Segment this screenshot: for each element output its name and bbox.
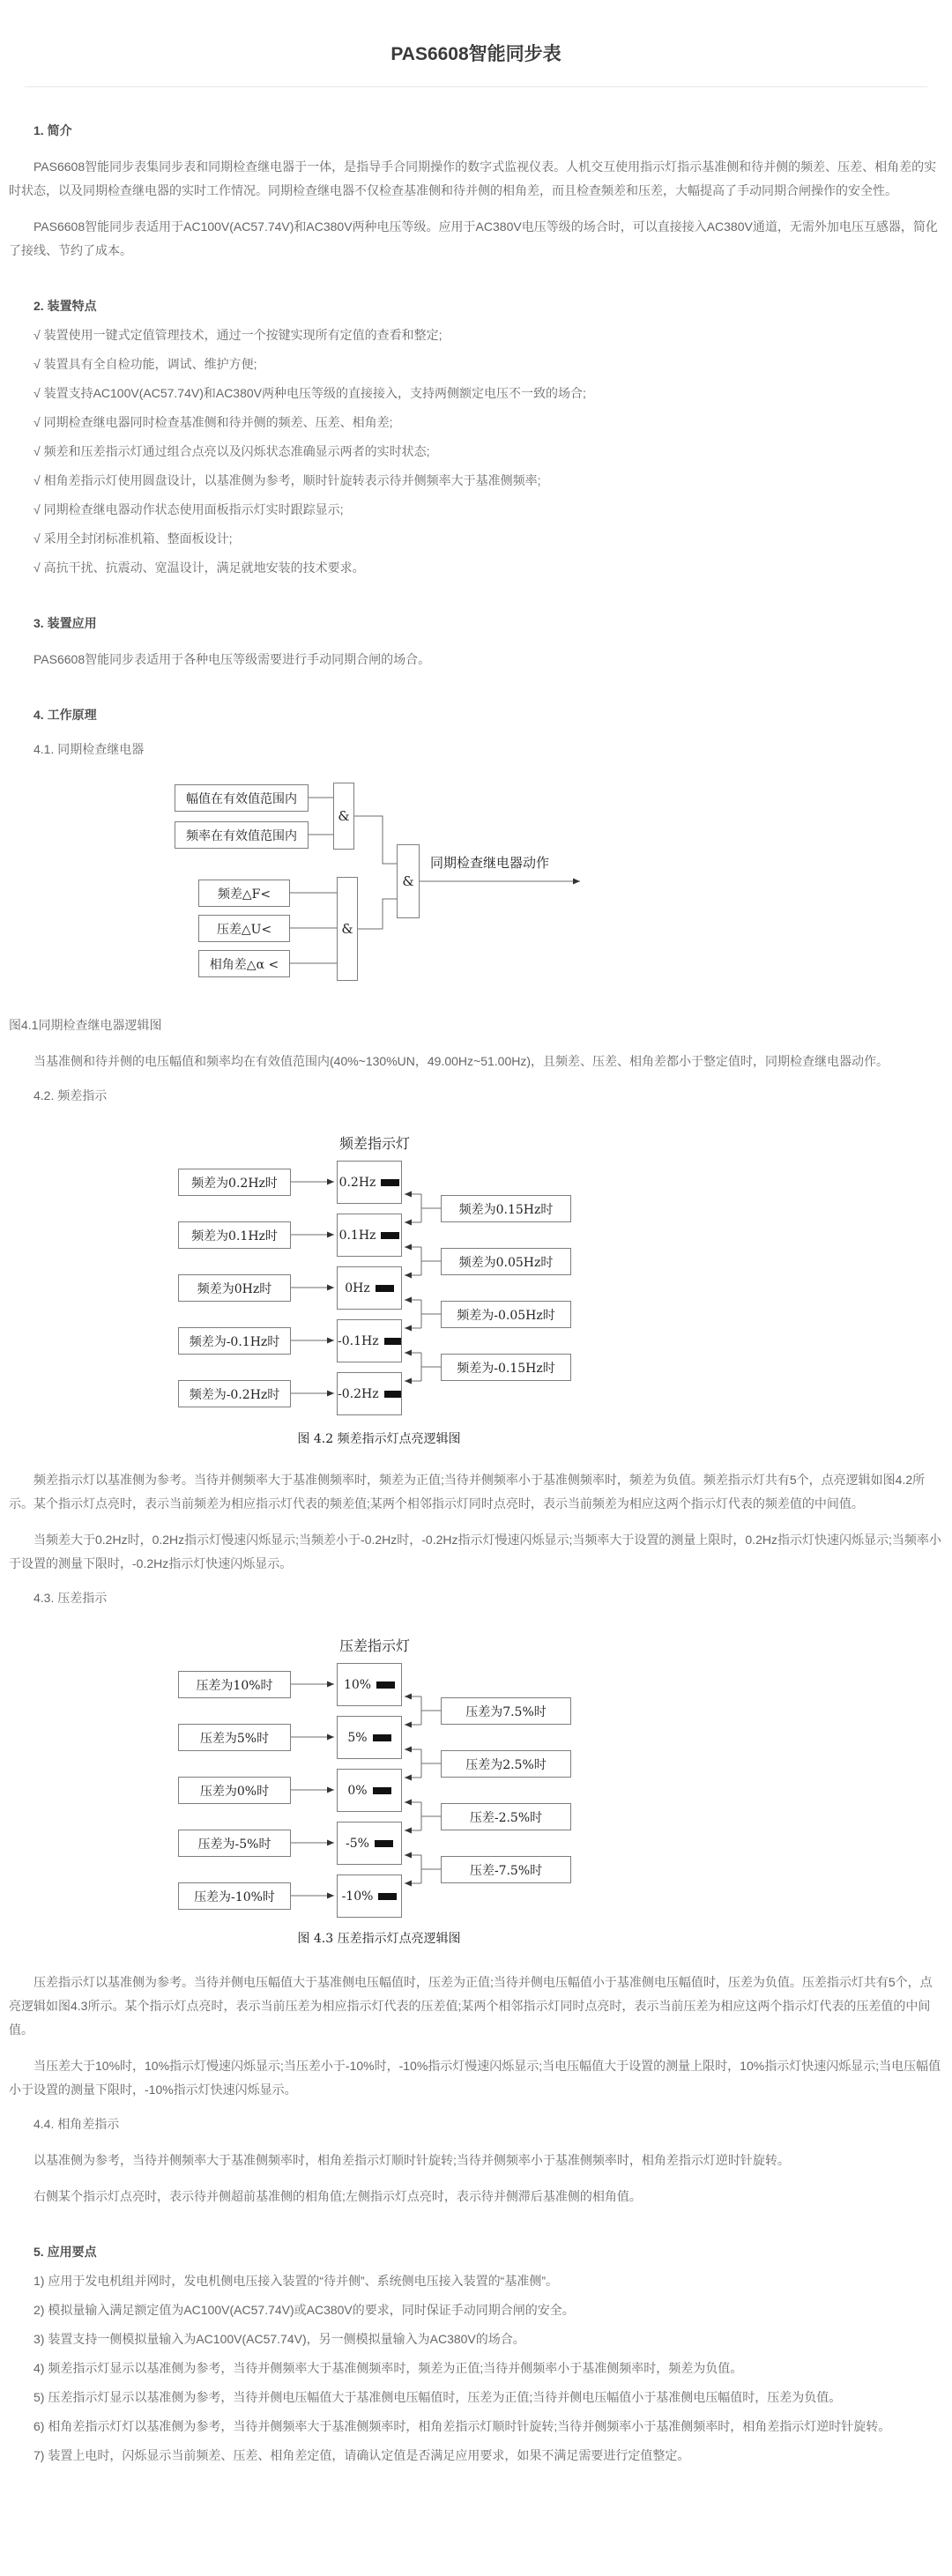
feature-item: √ 装置支持AC100V(AC57.74V)和AC380V两种电压等级的直接接入，支持两侧额定电压不一致的场合; — [33, 386, 586, 400]
condition-box: 相角差△α < — [198, 950, 290, 977]
led-bar — [381, 1179, 399, 1186]
condition-box: 频差△F< — [198, 880, 290, 907]
condition-box: 压差-7.5%时 — [441, 1856, 571, 1883]
led-bar — [378, 1893, 397, 1900]
doc-title: PAS6608智能同步表 — [390, 44, 562, 64]
condition-box: 频差为-0.1Hz时 — [178, 1327, 291, 1355]
and-gate: & — [333, 783, 354, 850]
paragraph: 压差指示灯以基准侧为参考。当待并侧电压幅值大于基准侧电压幅值时，压差为正值;当待并侧电压幅值小于基准侧电压幅值时，压差为负值。压差指示灯共有5个，点亮逻辑如图4.3所示。某个指示灯点亮时，表示当前压差为相应指示灯代表的压差值;某两个相邻指示灯同时点亮时，表示当前压差为相应这两个指示灯代表的压差值的中间值。 — [9, 1975, 933, 2037]
feature-item: √ 频差和压差指示灯通过组合点亮以及闪烁状态准确显示两者的实时状态; — [33, 444, 430, 458]
paragraph: 频差指示灯以基准侧为参考。当待并侧频率大于基准侧频率时，频差为正值;当待并侧频率小于基准侧频率时，频差为负值。频差指示灯共有5个，点亮逻辑如图4.2所示。某个指示灯点亮时，表示当前频差为相应指示灯代表的频差值;某两个相邻指示灯同时点亮时，表示当前频差为相应这两个指示灯代表的频差值的中间值。 — [9, 1473, 926, 1511]
led-bar — [381, 1232, 399, 1239]
application-point: 2) 模拟量输入满足额定值为AC100V(AC57.74V)或AC380V的要求，同时保证手动同期合闸的安全。 — [33, 2303, 575, 2317]
condition-box: 压差-2.5%时 — [441, 1803, 571, 1830]
led-box — [337, 1769, 402, 1812]
led-label: -0.1Hz — [338, 1333, 379, 1348]
condition-box: 压差为2.5%时 — [441, 1750, 571, 1778]
led-box — [337, 1161, 402, 1204]
condition-box: 频差为0Hz时 — [178, 1274, 291, 1302]
feature-item: √ 高抗干扰、抗震动、宽温设计，满足就地安装的技术要求。 — [33, 560, 365, 575]
and-gate: & — [397, 844, 420, 918]
led-label: 0.1Hz — [338, 1228, 376, 1243]
condition-box: 频差为0.15Hz时 — [441, 1195, 571, 1222]
led-box — [337, 1266, 402, 1310]
figure-title: 压差指示灯 — [338, 1637, 410, 1654]
led-label: -5% — [346, 1836, 369, 1851]
feature-item: √ 装置具有全自检功能，调试、维护方便; — [33, 357, 257, 371]
figure-caption-4-1: 图4.1同期检查继电器逻辑图 — [9, 1018, 162, 1032]
led-label: 0.2Hz — [338, 1175, 376, 1190]
connector-lines — [9, 1125, 943, 1456]
condition-box: 幅值在有效值范围内 — [175, 784, 309, 812]
figure-volt-diff-leds — [9, 1628, 943, 1958]
led-label: 0Hz — [345, 1281, 370, 1295]
paragraph: PAS6608智能同步表集同步表和同期检查继电器于一体，是指导手合同期操作的数字式监视仪表。人机交互使用指示灯指示基准侧和待并侧的频差、压差、相角差的实时状态，以及同期检查继电器的实时工作情况。同期检查继电器不仅检查基准侧和待并侧的相角差，而且检查频差和压差，大幅提高了手动同期合闸操作的安全性。 — [9, 160, 937, 197]
output-arrow-label: 同期检查继电器动作 — [430, 855, 550, 871]
application-point: 1) 应用于发电机组并网时，发电机侧电压接入装置的“待并侧”、系统侧电压接入装置的“基准侧”。 — [33, 2274, 558, 2288]
led-bar — [376, 1285, 394, 1292]
paragraph: PAS6608智能同步表适用于AC100V(AC57.74V)和AC380V两种电压等级。应用于AC380V电压等级的场合时，可以直接接入AC380V通道，无需外加电压互感器，简化了接线、节约了成本。 — [9, 219, 938, 257]
led-label: 10% — [343, 1677, 372, 1692]
led-bar — [384, 1391, 401, 1398]
paragraph: 当压差大于10%时，10%指示灯慢速闪烁显示;当压差小于-10%时，-10%指示灯慢速闪烁显示;当电压幅值大于设置的测量上限时，10%指示灯快速闪烁显示;当电压幅值小于设置的测量下限时，-10%指示灯快速闪烁显示。 — [9, 2059, 941, 2097]
condition-box: 压差△U< — [198, 915, 290, 942]
subsection-heading-4-3: 4.3. 压差指示 — [33, 1591, 108, 1605]
application-point: 3) 装置支持一侧模拟量输入为AC100V(AC57.74V)，另一侧模拟量输入为AC380V的场合。 — [33, 2332, 525, 2346]
paragraph: 以基准侧为参考，当待并侧频率大于基准侧频率时，相角差指示灯顺时针旋转;当待并侧频率小于基准侧频率时，相角差指示灯逆时针旋转。 — [33, 2153, 790, 2167]
condition-box: 频差为0.05Hz时 — [441, 1248, 571, 1275]
led-box — [337, 1214, 402, 1257]
connector-lines — [9, 776, 943, 1005]
section-heading-3: 3. 装置应用 — [33, 616, 97, 630]
led-label: 0% — [347, 1783, 368, 1798]
feature-item: √ 同期检查继电器同时检查基准侧和待并侧的频差、压差、相角差; — [33, 415, 393, 429]
feature-item: √ 同期检查继电器动作状态使用面板指示灯实时跟踪显示; — [33, 502, 344, 516]
led-box — [337, 1822, 402, 1865]
paragraph: PAS6608智能同步表适用于各种电压等级需要进行手动同期合闸的场合。 — [33, 652, 431, 666]
figure-caption-4-2: 图 4.2 频差指示灯点亮逻辑图 — [297, 1432, 461, 1446]
led-bar — [373, 1734, 391, 1741]
led-bar — [384, 1338, 401, 1345]
feature-item: √ 相角差指示灯使用圆盘设计，以基准侧为参考，顺时针旋转表示待并侧频率大于基准侧频率; — [33, 473, 541, 487]
condition-box: 频差为-0.05Hz时 — [441, 1301, 571, 1328]
application-point: 5) 压差指示灯显示以基准侧为参考，当待并侧电压幅值大于基准侧电压幅值时，压差为正值;当待并侧电压幅值小于基准侧电压幅值时，压差为负值。 — [33, 2390, 842, 2404]
application-point: 4) 频差指示灯显示以基准侧为参考，当待并侧频率大于基准侧频率时，频差为正值;当待并侧频率小于基准侧频率时，频差为负值。 — [33, 2361, 743, 2375]
figure-freq-diff-leds — [9, 1125, 943, 1456]
section-heading-2: 2. 装置特点 — [33, 299, 97, 313]
section-heading-1: 1. 简介 — [33, 123, 72, 137]
condition-box: 压差为10%时 — [178, 1671, 291, 1698]
led-bar — [375, 1840, 393, 1847]
condition-box: 压差为5%时 — [178, 1724, 291, 1751]
section-heading-4: 4. 工作原理 — [33, 708, 97, 722]
section-heading-5: 5. 应用要点 — [33, 2245, 97, 2259]
led-label: 5% — [347, 1730, 368, 1745]
connector-lines — [9, 1628, 943, 1958]
led-box — [337, 1372, 402, 1415]
subsection-heading-4-4: 4.4. 相角差指示 — [33, 2117, 120, 2131]
led-label: -0.2Hz — [338, 1386, 379, 1401]
led-bar — [373, 1787, 391, 1794]
led-box — [337, 1716, 402, 1759]
application-point: 6) 相角差指示灯灯以基准侧为参考，当待并侧频率大于基准侧频率时，相角差指示灯顺时针旋转;当待并侧频率小于基准侧频率时，相角差指示灯逆时针旋转。 — [33, 2419, 891, 2433]
figure-caption-4-3: 图 4.3 压差指示灯点亮逻辑图 — [297, 1932, 461, 1946]
condition-box: 频差为0.1Hz时 — [178, 1221, 291, 1249]
title-divider — [25, 86, 927, 87]
led-box — [337, 1663, 402, 1706]
condition-box: 频差为0.2Hz时 — [178, 1169, 291, 1196]
condition-box: 压差为-5%时 — [178, 1830, 291, 1857]
led-label: -10% — [341, 1889, 374, 1904]
condition-box: 压差为7.5%时 — [441, 1697, 571, 1725]
led-box — [337, 1874, 402, 1918]
condition-box: 频差为-0.15Hz时 — [441, 1354, 571, 1381]
paragraph: 右侧某个指示灯点亮时，表示待并侧超前基准侧的相角值;左侧指示灯点亮时，表示待并侧滞后基准侧的相角值。 — [33, 2189, 642, 2203]
subsection-heading-4-1: 4.1. 同期检查继电器 — [33, 742, 145, 756]
condition-box: 频率在有效值范围内 — [175, 821, 309, 849]
and-gate: & — [337, 877, 358, 981]
led-box — [337, 1319, 402, 1362]
figure-title: 频差指示灯 — [338, 1135, 410, 1152]
condition-box: 压差为0%时 — [178, 1777, 291, 1804]
led-bar — [376, 1681, 395, 1689]
subsection-heading-4-2: 4.2. 频差指示 — [33, 1088, 108, 1102]
feature-item: √ 采用全封闭标准机箱、整面板设计; — [33, 531, 233, 546]
paragraph: 当基准侧和待并侧的电压幅值和频率均在有效值范围内(40%~130%UN，49.00Hz~51.00Hz)，且频差、压差、相角差都小于整定值时，同期检查继电器动作。 — [33, 1054, 889, 1068]
feature-item: √ 装置使用一键式定值管理技术，通过一个按键实现所有定值的查看和整定; — [33, 328, 443, 342]
condition-box: 压差为-10%时 — [178, 1882, 291, 1910]
condition-box: 频差为-0.2Hz时 — [178, 1380, 291, 1407]
figure-sync-relay-logic — [9, 776, 943, 1005]
paragraph: 当频差大于0.2Hz时，0.2Hz指示灯慢速闪烁显示;当频差小于-0.2Hz时，-0.2Hz指示灯慢速闪烁显示;当频率大于设置的测量上限时，0.2Hz指示灯快速闪烁显示;当频率小于设置的测量下限时，-0.2Hz指示灯快速闪烁显示。 — [9, 1533, 941, 1570]
application-point: 7) 装置上电时，闪烁显示当前频差、压差、相角差定值，请确认定值是否满足应用要求，如果不满足需要进行定值整定。 — [33, 2448, 690, 2462]
